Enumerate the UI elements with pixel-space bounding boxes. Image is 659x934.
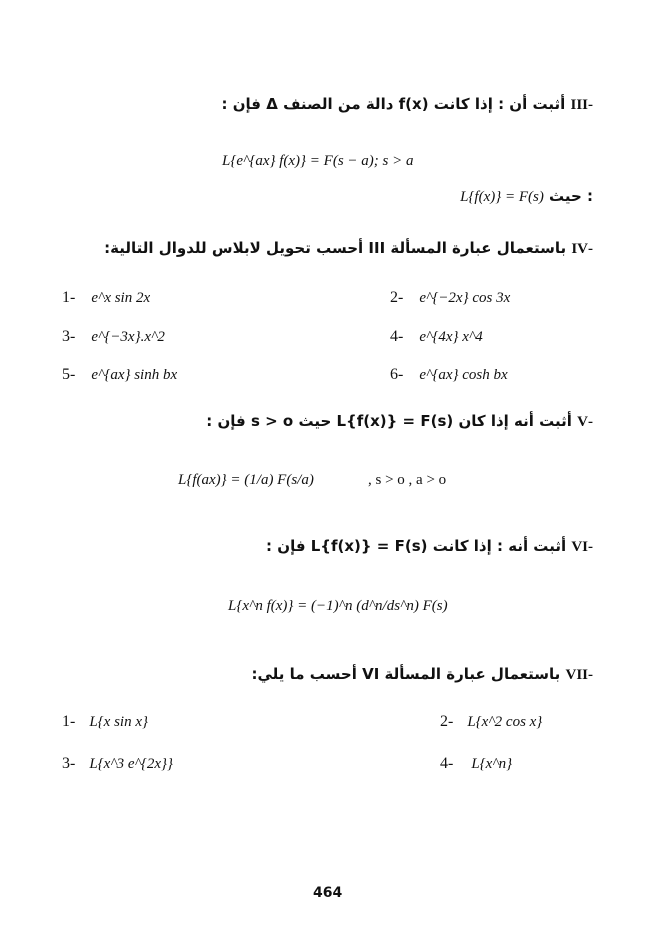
item-number: 3- xyxy=(62,328,76,345)
list-item xyxy=(62,755,173,773)
item-number: 1- xyxy=(62,289,76,306)
item-number: 4- xyxy=(440,755,454,772)
item-expression: e^{−2x} cos 3x xyxy=(419,290,511,306)
item-expression: e^{ax} sinh bx xyxy=(91,367,178,383)
page-number: 464 xyxy=(313,885,343,901)
item-expression: L{x sin x} xyxy=(89,714,148,730)
section-vii-statement: باستعمال عبارة المسألة VI أحسب ما يلي: xyxy=(251,665,561,683)
item-number: 2- xyxy=(390,289,404,306)
list-item xyxy=(390,328,483,346)
section-v-heading xyxy=(206,412,593,431)
list-item xyxy=(62,289,150,307)
item-expression: L{x^3 e^{2x}} xyxy=(89,756,174,772)
section-iii-formula xyxy=(222,153,413,170)
item-number: 1- xyxy=(62,713,76,730)
section-vi-label: -VI xyxy=(571,539,593,555)
list-item xyxy=(390,366,508,384)
section-iii-where-label: : حيث xyxy=(548,187,593,205)
section-v-label: -V xyxy=(577,414,593,430)
section-v-formula-text: L{f(ax)} = (1/a) F(s/a) xyxy=(178,472,314,488)
list-item xyxy=(390,289,510,307)
list-item xyxy=(62,366,177,384)
section-vi-formula-text: L{x^n f(x)} = (−1)^n (d^n/ds^n) F(s) xyxy=(228,598,448,614)
section-v-formula xyxy=(178,472,314,489)
section-iv-statement: باستعمال عبارة المسألة III أحسب تحويل لابلاس للدوال التالية: xyxy=(104,239,567,257)
section-iii-where-formula: L{f(x)} = F(s) xyxy=(460,189,544,205)
section-iii-statement: أثبت أن : إذا كانت f(x) دالة من الصنف Δ فإن : xyxy=(221,95,566,113)
section-vi-formula xyxy=(228,598,448,615)
item-expression: L{x^2 cos x} xyxy=(467,714,543,730)
list-item xyxy=(440,755,512,773)
section-vi-heading xyxy=(266,537,593,556)
section-iv-label: -IV xyxy=(571,241,593,257)
section-iii-formula-text: L{e^{ax} f(x)} = F(s − a); s > a xyxy=(222,153,414,169)
section-vii-label: -VII xyxy=(565,667,593,683)
item-number: 4- xyxy=(390,328,404,345)
section-iii-where xyxy=(460,186,593,206)
section-iii-heading xyxy=(222,95,593,114)
item-expression: e^x sin 2x xyxy=(91,290,151,306)
item-number: 3- xyxy=(62,755,76,772)
section-v-conditions: , s > o , a > o xyxy=(368,472,447,488)
section-iii-label: -III xyxy=(570,97,593,113)
list-item xyxy=(62,328,165,346)
list-item xyxy=(440,713,542,731)
item-expression: e^{ax} cosh bx xyxy=(419,367,508,383)
section-iv-heading xyxy=(104,239,593,258)
list-item xyxy=(62,713,148,731)
item-expression: e^{−3x}.x^2 xyxy=(91,329,165,345)
item-number: 6- xyxy=(390,366,404,383)
section-vii-heading xyxy=(251,665,593,684)
item-expression: L{x^n} xyxy=(471,756,513,772)
section-vi-statement: أثبت أنه : إذا كانت L{f(x)} = F(s) فإن : xyxy=(266,537,567,555)
item-number: 5- xyxy=(62,366,76,383)
section-v-statement: أثبت أنه إذا كان L{f(x)} = F(s) حيث s > o فإن : xyxy=(206,412,572,430)
item-number: 2- xyxy=(440,713,454,730)
item-expression: e^{4x} x^4 xyxy=(419,329,483,345)
